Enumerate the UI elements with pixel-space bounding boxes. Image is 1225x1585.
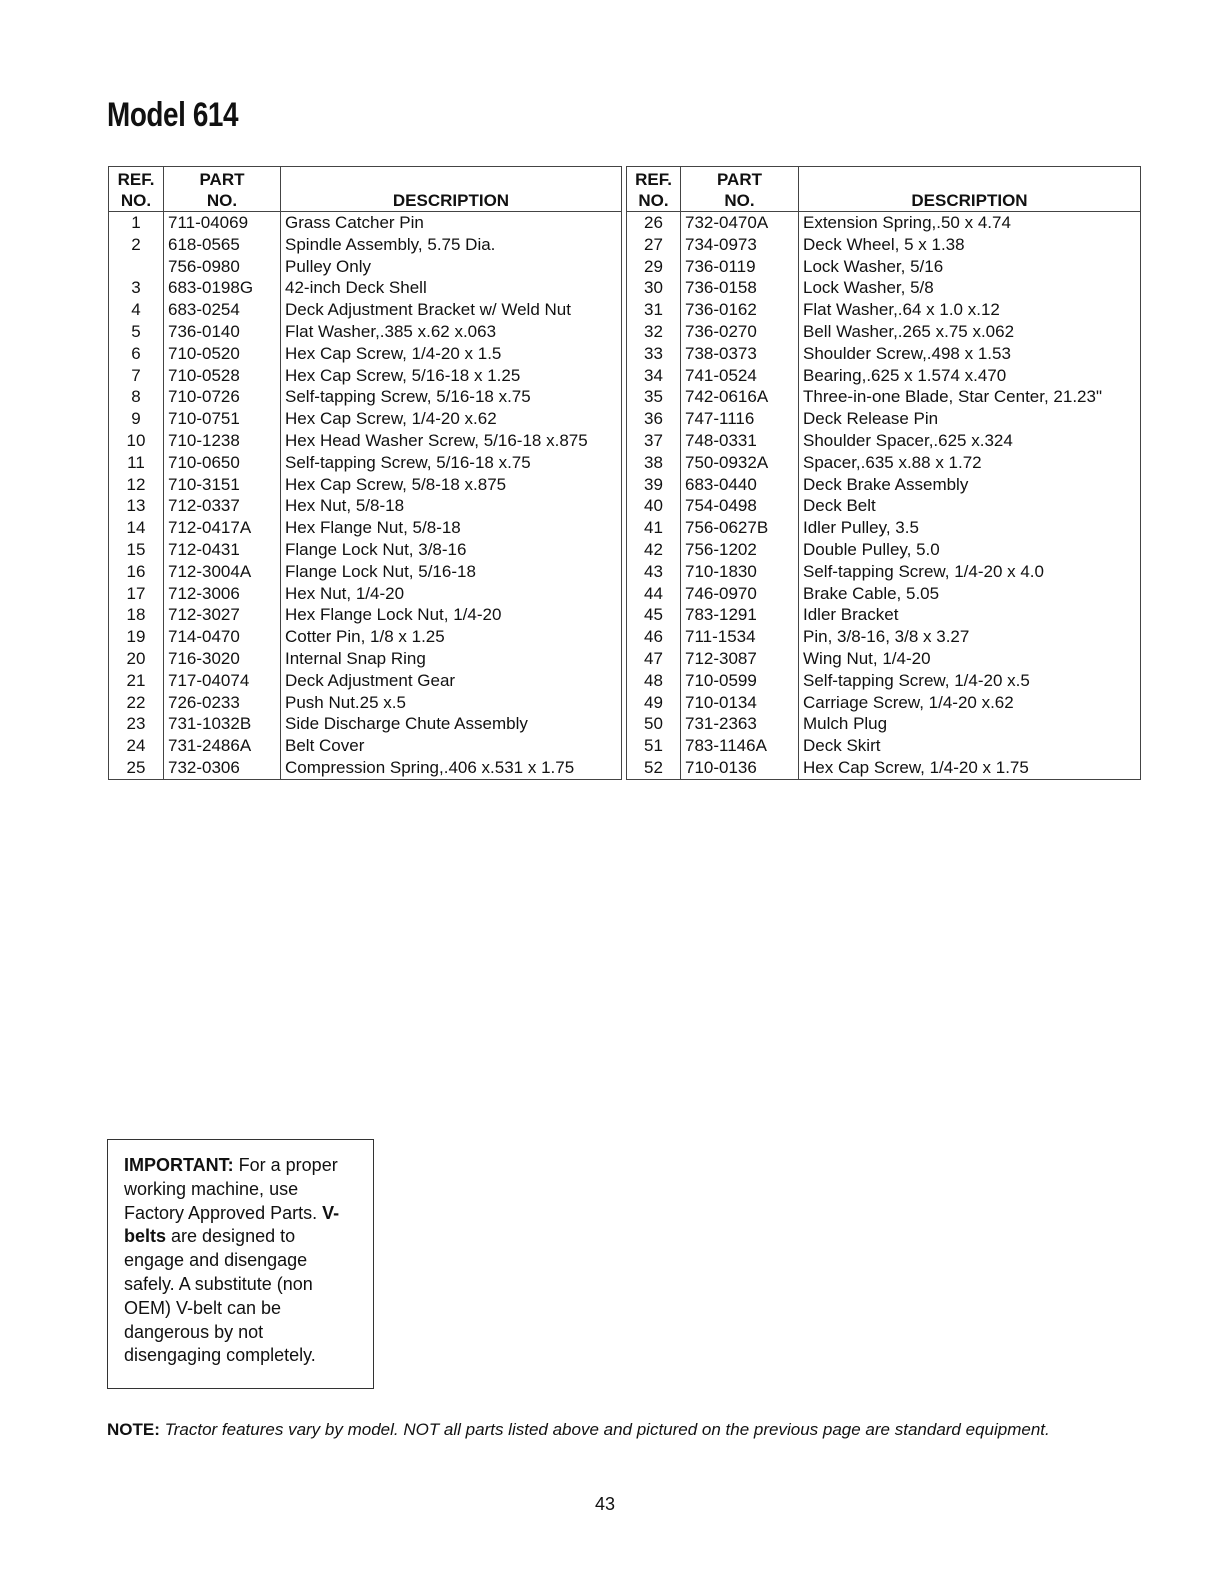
- table-row: [627, 408, 1141, 430]
- part-no-cell: 750-0932A: [681, 452, 799, 474]
- table-row: [109, 561, 622, 583]
- part-no-cell: 712-0337: [164, 495, 281, 517]
- note-label: NOTE:: [107, 1420, 160, 1439]
- table-row: [109, 212, 622, 234]
- table-row: [627, 212, 1141, 234]
- description-cell: Deck Belt: [799, 495, 1141, 517]
- table-row: [109, 670, 622, 692]
- ref-no-cell: 50: [627, 713, 681, 735]
- ref-no-cell: 36: [627, 408, 681, 430]
- table-row: [109, 234, 622, 256]
- part-no-cell: 710-0528: [164, 365, 281, 387]
- ref-no-cell: 45: [627, 604, 681, 626]
- ref-no-cell: 24: [109, 735, 164, 757]
- ref-no-cell: 37: [627, 430, 681, 452]
- description-cell: Bearing,.625 x 1.574 x.470: [799, 365, 1141, 387]
- part-no-cell: 710-1830: [681, 561, 799, 583]
- ref-no-cell: 4: [109, 299, 164, 321]
- ref-no-cell: 49: [627, 692, 681, 714]
- parts-table-left: [108, 166, 622, 780]
- ref-no-cell: 2: [109, 234, 164, 256]
- description-cell: Three-in-one Blade, Star Center, 21.23": [799, 386, 1141, 408]
- description-cell: Hex Cap Screw, 1/4-20 x.62: [281, 408, 622, 430]
- ref-no-cell: 3: [109, 277, 164, 299]
- description-cell: Pin, 3/8-16, 3/8 x 3.27: [799, 626, 1141, 648]
- description-cell: Flat Washer,.385 x.62 x.063: [281, 321, 622, 343]
- description-cell: Deck Release Pin: [799, 408, 1141, 430]
- ref-no-cell: 21: [109, 670, 164, 692]
- part-no-cell: 726-0233: [164, 692, 281, 714]
- ref-no-header: REF. NO.: [627, 167, 681, 212]
- part-no-cell: 683-0440: [681, 474, 799, 496]
- table-row: [627, 495, 1141, 517]
- description-cell: Mulch Plug: [799, 713, 1141, 735]
- table-row: [109, 757, 622, 779]
- table-row: [109, 277, 622, 299]
- part-no-cell: 714-0470: [164, 626, 281, 648]
- table-row: [109, 408, 622, 430]
- ref-no-cell: 23: [109, 713, 164, 735]
- description-cell: 42-inch Deck Shell: [281, 277, 622, 299]
- table-row: [627, 648, 1141, 670]
- table-row: [627, 713, 1141, 735]
- table-row: [627, 561, 1141, 583]
- ref-no-cell: 51: [627, 735, 681, 757]
- description-cell: Hex Cap Screw, 1/4-20 x 1.75: [799, 757, 1141, 779]
- ref-no-cell: 48: [627, 670, 681, 692]
- part-no-cell: 754-0498: [681, 495, 799, 517]
- description-cell: Self-tapping Screw, 1/4-20 x.5: [799, 670, 1141, 692]
- description-cell: Lock Washer, 5/16: [799, 256, 1141, 278]
- ref-no-cell: 16: [109, 561, 164, 583]
- parts-table-left-body: [109, 212, 622, 780]
- part-no-cell: 712-3087: [681, 648, 799, 670]
- table-row: [627, 539, 1141, 561]
- part-no-cell: 748-0331: [681, 430, 799, 452]
- ref-no-cell: [109, 256, 164, 278]
- ref-no-cell: 40: [627, 495, 681, 517]
- table-row: [627, 452, 1141, 474]
- table-row: [627, 299, 1141, 321]
- parts-table-right: [626, 166, 1141, 780]
- table-header-row: [627, 167, 1141, 212]
- description-header: DESCRIPTION: [281, 167, 622, 212]
- page-number: 43: [594, 1494, 616, 1514]
- table-row: [627, 604, 1141, 626]
- part-no-cell: 741-0524: [681, 365, 799, 387]
- description-cell: Deck Adjustment Gear: [281, 670, 622, 692]
- description-cell: Hex Head Washer Screw, 5/16-18 x.875: [281, 430, 622, 452]
- part-no-cell: 756-0980: [164, 256, 281, 278]
- ref-no-cell: 9: [109, 408, 164, 430]
- description-cell: Hex Nut, 5/8-18: [281, 495, 622, 517]
- ref-no-cell: 34: [627, 365, 681, 387]
- part-no-cell: 712-0431: [164, 539, 281, 561]
- table-row: [109, 256, 622, 278]
- table-row: [109, 474, 622, 496]
- part-no-cell: 717-04074: [164, 670, 281, 692]
- table-row: [627, 474, 1141, 496]
- table-row: [627, 365, 1141, 387]
- table-row: [109, 713, 622, 735]
- parts-table-right-body: [627, 212, 1141, 780]
- ref-no-cell: 46: [627, 626, 681, 648]
- description-cell: Shoulder Spacer,.625 x.324: [799, 430, 1141, 452]
- part-no-cell: 783-1146A: [681, 735, 799, 757]
- ref-no-cell: 19: [109, 626, 164, 648]
- table-row: [627, 277, 1141, 299]
- description-cell: Hex Flange Lock Nut, 1/4-20: [281, 604, 622, 626]
- table-row: [109, 539, 622, 561]
- description-cell: Deck Brake Assembly: [799, 474, 1141, 496]
- ref-no-cell: 5: [109, 321, 164, 343]
- part-no-cell: 710-1238: [164, 430, 281, 452]
- part-no-cell: 618-0565: [164, 234, 281, 256]
- part-no-cell: 731-2363: [681, 713, 799, 735]
- table-row: [109, 343, 622, 365]
- table-row: [627, 670, 1141, 692]
- description-cell: Spacer,.635 x.88 x 1.72: [799, 452, 1141, 474]
- description-cell: Hex Nut, 1/4-20: [281, 583, 622, 605]
- part-no-cell: 756-1202: [681, 539, 799, 561]
- description-cell: Pulley Only: [281, 256, 622, 278]
- part-no-header: PART NO.: [681, 167, 799, 212]
- ref-no-cell: 38: [627, 452, 681, 474]
- table-row: [109, 299, 622, 321]
- table-row: [109, 648, 622, 670]
- table-row: [109, 692, 622, 714]
- table-row: [109, 735, 622, 757]
- part-no-cell: 736-0158: [681, 277, 799, 299]
- part-no-header: PART NO.: [164, 167, 281, 212]
- description-cell: Deck Adjustment Bracket w/ Weld Nut: [281, 299, 622, 321]
- part-no-cell: 710-0520: [164, 343, 281, 365]
- ref-no-cell: 43: [627, 561, 681, 583]
- part-no-cell: 712-3006: [164, 583, 281, 605]
- part-no-cell: 783-1291: [681, 604, 799, 626]
- description-cell: Lock Washer, 5/8: [799, 277, 1141, 299]
- part-no-cell: 710-0726: [164, 386, 281, 408]
- description-cell: Spindle Assembly, 5.75 Dia.: [281, 234, 622, 256]
- part-no-cell: 756-0627B: [681, 517, 799, 539]
- description-cell: Flange Lock Nut, 5/16-18: [281, 561, 622, 583]
- part-no-cell: 683-0198G: [164, 277, 281, 299]
- ref-no-cell: 26: [627, 212, 681, 234]
- description-cell: Hex Flange Nut, 5/8-18: [281, 517, 622, 539]
- part-no-cell: 710-3151: [164, 474, 281, 496]
- description-cell: Self-tapping Screw, 5/16-18 x.75: [281, 386, 622, 408]
- description-cell: Shoulder Screw,.498 x 1.53: [799, 343, 1141, 365]
- description-cell: Idler Pulley, 3.5: [799, 517, 1141, 539]
- table-row: [627, 234, 1141, 256]
- ref-no-cell: 41: [627, 517, 681, 539]
- important-notice-box: [107, 1139, 374, 1389]
- table-row: [627, 517, 1141, 539]
- ref-no-cell: 47: [627, 648, 681, 670]
- ref-no-cell: 44: [627, 583, 681, 605]
- description-cell: Deck Skirt: [799, 735, 1141, 757]
- part-no-cell: 736-0140: [164, 321, 281, 343]
- table-row: [109, 386, 622, 408]
- table-row: [109, 365, 622, 387]
- ref-no-cell: 15: [109, 539, 164, 561]
- ref-no-cell: 29: [627, 256, 681, 278]
- table-row: [627, 343, 1141, 365]
- table-row: [627, 430, 1141, 452]
- ref-no-cell: 42: [627, 539, 681, 561]
- description-cell: Self-tapping Screw, 1/4-20 x 4.0: [799, 561, 1141, 583]
- description-cell: Wing Nut, 1/4-20: [799, 648, 1141, 670]
- table-row: [109, 321, 622, 343]
- table-header-row: [109, 167, 622, 212]
- ref-no-cell: 6: [109, 343, 164, 365]
- table-row: [627, 735, 1141, 757]
- description-cell: Grass Catcher Pin: [281, 212, 622, 234]
- table-row: [109, 583, 622, 605]
- table-row: [109, 430, 622, 452]
- part-no-cell: 716-3020: [164, 648, 281, 670]
- ref-no-cell: 18: [109, 604, 164, 626]
- table-row: [627, 321, 1141, 343]
- part-no-cell: 731-1032B: [164, 713, 281, 735]
- table-row: [627, 757, 1141, 779]
- ref-no-cell: 17: [109, 583, 164, 605]
- description-cell: Deck Wheel, 5 x 1.38: [799, 234, 1141, 256]
- description-cell: Cotter Pin, 1/8 x 1.25: [281, 626, 622, 648]
- part-no-cell: 732-0470A: [681, 212, 799, 234]
- part-no-cell: 734-0973: [681, 234, 799, 256]
- part-no-cell: 732-0306: [164, 757, 281, 779]
- description-cell: Side Discharge Chute Assembly: [281, 713, 622, 735]
- ref-no-cell: 52: [627, 757, 681, 779]
- part-no-cell: 747-1116: [681, 408, 799, 430]
- part-no-cell: 738-0373: [681, 343, 799, 365]
- part-no-cell: 736-0119: [681, 256, 799, 278]
- description-cell: Flat Washer,.64 x 1.0 x.12: [799, 299, 1141, 321]
- description-cell: Push Nut.25 x.5: [281, 692, 622, 714]
- description-cell: Hex Cap Screw, 5/8-18 x.875: [281, 474, 622, 496]
- ref-no-cell: 14: [109, 517, 164, 539]
- description-cell: Hex Cap Screw, 5/16-18 x 1.25: [281, 365, 622, 387]
- part-no-cell: 710-0599: [681, 670, 799, 692]
- note-text: Tractor features vary by model. NOT all parts listed above and pictured on the previous page are standard equipment.: [159, 1420, 1050, 1439]
- ref-no-cell: 20: [109, 648, 164, 670]
- table-row: [627, 386, 1141, 408]
- part-no-cell: 711-1534: [681, 626, 799, 648]
- ref-no-cell: 10: [109, 430, 164, 452]
- table-row: [627, 256, 1141, 278]
- important-label: IMPORTANT:: [124, 1155, 234, 1175]
- description-cell: Internal Snap Ring: [281, 648, 622, 670]
- part-no-cell: 746-0970: [681, 583, 799, 605]
- footnote: [107, 1420, 1050, 1440]
- description-cell: Flange Lock Nut, 3/8-16: [281, 539, 622, 561]
- ref-no-cell: 32: [627, 321, 681, 343]
- ref-no-header: REF. NO.: [109, 167, 164, 212]
- ref-no-cell: 13: [109, 495, 164, 517]
- description-header: DESCRIPTION: [799, 167, 1141, 212]
- ref-no-cell: 11: [109, 452, 164, 474]
- important-text-2: are designed to engage and disengage safely. A substitute (non OEM) V-belt can be dangerous by not disengaging completely.: [124, 1226, 316, 1366]
- part-no-cell: 683-0254: [164, 299, 281, 321]
- description-cell: Self-tapping Screw, 5/16-18 x.75: [281, 452, 622, 474]
- part-no-cell: 711-04069: [164, 212, 281, 234]
- table-row: [627, 626, 1141, 648]
- part-no-cell: 736-0270: [681, 321, 799, 343]
- part-no-cell: 710-0136: [681, 757, 799, 779]
- table-row: [627, 583, 1141, 605]
- description-cell: Carriage Screw, 1/4-20 x.62: [799, 692, 1141, 714]
- description-cell: Compression Spring,.406 x.531 x 1.75: [281, 757, 622, 779]
- description-cell: Brake Cable, 5.05: [799, 583, 1141, 605]
- part-no-cell: 742-0616A: [681, 386, 799, 408]
- table-row: [109, 604, 622, 626]
- description-cell: Bell Washer,.265 x.75 x.062: [799, 321, 1141, 343]
- ref-no-cell: 25: [109, 757, 164, 779]
- part-no-cell: 710-0650: [164, 452, 281, 474]
- ref-no-cell: 7: [109, 365, 164, 387]
- vbelts-label: V-belts: [124, 1202, 340, 1247]
- table-row: [109, 452, 622, 474]
- ref-no-cell: 1: [109, 212, 164, 234]
- part-no-cell: 712-0417A: [164, 517, 281, 539]
- part-no-cell: 712-3027: [164, 604, 281, 626]
- part-no-cell: 712-3004A: [164, 561, 281, 583]
- ref-no-cell: 8: [109, 386, 164, 408]
- table-row: [627, 692, 1141, 714]
- part-no-cell: 731-2486A: [164, 735, 281, 757]
- table-row: [109, 517, 622, 539]
- important-text-1: For a proper working machine, use Factory Approved Parts.: [124, 1155, 338, 1223]
- ref-no-cell: 12: [109, 474, 164, 496]
- ref-no-cell: 33: [627, 343, 681, 365]
- ref-no-cell: 27: [627, 234, 681, 256]
- part-no-cell: 710-0134: [681, 692, 799, 714]
- ref-no-cell: 30: [627, 277, 681, 299]
- table-row: [109, 495, 622, 517]
- description-cell: Belt Cover: [281, 735, 622, 757]
- description-cell: Idler Bracket: [799, 604, 1141, 626]
- ref-no-cell: 39: [627, 474, 681, 496]
- part-no-cell: 710-0751: [164, 408, 281, 430]
- ref-no-cell: 35: [627, 386, 681, 408]
- ref-no-cell: 31: [627, 299, 681, 321]
- description-cell: Extension Spring,.50 x 4.74: [799, 212, 1141, 234]
- page-title: Model 614: [107, 96, 239, 134]
- description-cell: Double Pulley, 5.0: [799, 539, 1141, 561]
- part-no-cell: 736-0162: [681, 299, 799, 321]
- table-row: [109, 626, 622, 648]
- ref-no-cell: 22: [109, 692, 164, 714]
- description-cell: Hex Cap Screw, 1/4-20 x 1.5: [281, 343, 622, 365]
